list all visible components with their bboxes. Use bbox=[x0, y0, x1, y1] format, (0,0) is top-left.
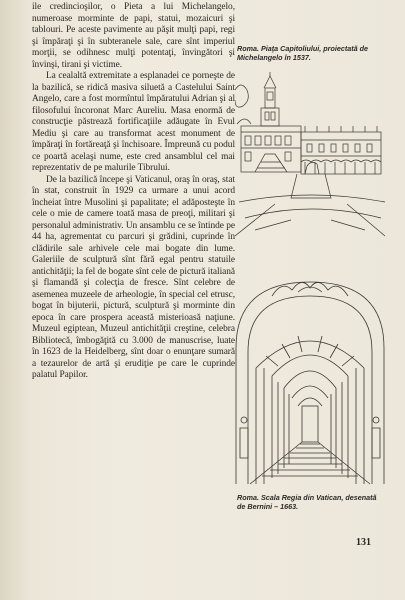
paragraph-1: ile credincioşilor, o Pieta a lui Michelangelo, numeroase morminte de papi, statui, mozaicuri şi tablouri. Pe aceste pavimente au păşit mulţi papi, regi şi împăraţi şi în subteranele sale, care sînt imperiul morţii, se odihnesc mulţi potentaţi, învingători şi învinşi, tirani şi victime. bbox=[32, 2, 235, 70]
caption-scala-regia: Roma. Scala Regia din Vatican, desenată de Bernini – 1663. bbox=[237, 493, 377, 511]
paragraph-2: La cealaltă extremitate a esplanadei ce porneşte de la bazilică, se ridică masiva siluetă a Castelului Saint Angelo, care a fost mormîntul împăratului Adrian şi al filosofului încoronat Marc Aureliu. Masa enormă de construcţie păstrează fortificaţiile adăugate în Evul Mediu şi care au transformat acest monument de împăraţi în fortăreaţă şi închisoare. Împreună cu podul ce poartă acelaşi nume, este cred ansamblul cel mai reprezentativ de pe malurile Tibrului. bbox=[32, 71, 235, 173]
scala-regia-illustration bbox=[232, 278, 388, 488]
caption-capitol: Roma. Piaţa Capitoliului, proiectată de Michelangelo în 1537. bbox=[237, 44, 368, 62]
paragraph-3: De la bazilică începe şi Vaticanul, oraş în oraş, stat în stat, construit în 1929 ca urmare a unui acord încheiat între Musolini şi papalitate; el adăposteşte în cele o mie de camere toată masa de preoţi, militari şi personalul administrativ. Un ansamblu ce se întinde pe 44 ha, agrementat cu parcuri şi grădini, cuprinde în clădirile sale arhivele cele mai bogate din lume. Galeriile de sculptură sînt fără egal pentru statuile antichităţii; la fel de bogate sînt cele de pictură italiană şi flamandă şi colecţia de fresce. Sînt celebre de asemenea muzeele de arheologie, în special cel etrusc, bogat în bijuterii, pictură, sculptură şi morminte din epoca în care prospera această misterioasă naţiune. Muzeul egiptean, Muzeul antichităţii creştine, celebra Bibliotecă, îmbogăţită cu 3.000 de manuscrise, luate în 1623 de la Heidelberg, sînt doar o enunţare sumară a tezaurelor de artă şi erudiţie pe care le cuprinde palatul Papilor. bbox=[32, 174, 235, 380]
page-number: 131 bbox=[356, 537, 371, 548]
capitol-square-illustration bbox=[235, 70, 387, 238]
text-column bbox=[32, 2, 235, 382]
